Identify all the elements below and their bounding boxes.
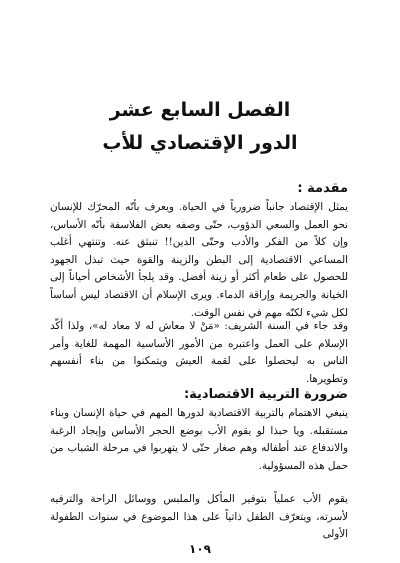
- chapter-subtitle: الدور الإقتصادي للأب: [102, 132, 298, 154]
- paragraph-introduction-1: يمثل الإقتصاد جانباً ضرورياً في الحياة. ويعرف بأنّه المحرّك للإنسان نحو العمل والسعي الدؤوب، حتّى وصفه بعض الفلاسفة بأنّه الأساس، وإن كلاً من الفكر والأدب وحتّى الدين!! تنبثق عنه. وتنتهي أغلب المساعي الاقتصادية إلى البطن والزينة والقوة حيث تبذل الجهود للحصول على طعام أكثر أو زينة أفضل. وقد يلجأ الأشخاص أحياناً إلى الخيانة والجريمة وإراقة الدماء. ويرى الإسلام أن الاقتصاد ليس أساساً لكل شيء لكنّه مهم في نفس الوقت.: [50, 201, 348, 319]
- chapter-title: الفصل السابع عشر: [109, 99, 291, 121]
- paragraph-economic-education-2: يقوم الأب عملياً بتوفير المأكل والملبس ووسائل الراحة والترفيه لأسرته، ويتعرّف الطفل ذاتياً على هذا الموضوع في سنوات الطفولة الأولى: [50, 493, 348, 541]
- paragraph-introduction-2: وقد جاء في السنة الشريف: «مَنْ لا معاش له لا معاد له»، ولذا أكّد الإسلام على العمل واعتبره من الأمور الأساسية المهمة للغاية وأمر الناس به ليحصلوا على لقمة العيش ويتمكنوا من بناء أنفسهم وتطويرها.: [50, 320, 348, 385]
- section-heading-introduction: مقدمة :: [297, 181, 348, 196]
- section-heading-economic-education: ضرورة التربية الاقتصادية:: [183, 387, 348, 402]
- page-number: ١٠٩: [189, 542, 211, 556]
- paragraph-economic-education-1: ينبغي الاهتمام بالتربية الاقتصادية لدورها المهم في حياة الإنسان وبناء مستقبله. ويا حبذا لو يقوم الأب بوضع الحجر الأساس وإيجاد الرغبة والاندفاع عند أطفاله وهم صغار حتّى لا يتهربوا في مرحلة الشباب من حمل هذه المسؤولية.: [50, 407, 348, 472]
